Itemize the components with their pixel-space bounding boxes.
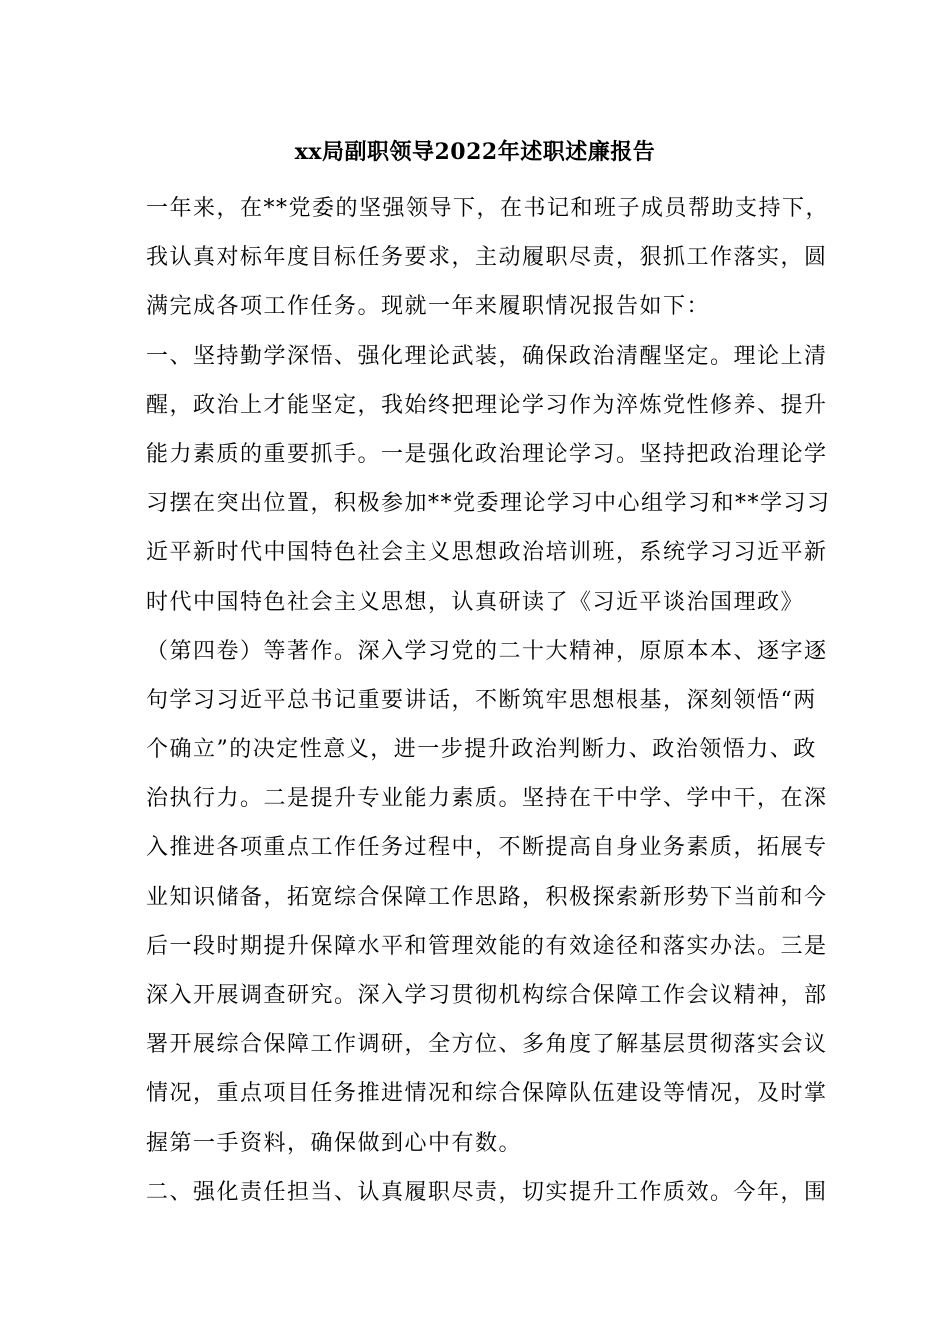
text-line: 满完成各项工作任务。现就一年来履职情况报告如下： — [146, 294, 711, 320]
text-line: 习摆在突出位置，积极参加**党委理论学习中心组学习和**学习习 — [146, 491, 831, 517]
text-line: 醒，政治上才能坚定，我始终把理论学习作为淬炼党性修养、提升 — [146, 392, 828, 418]
text-line: 署开展综合保障工作调研，全方位、多角度了解基层贯彻落实会议 — [146, 1032, 828, 1058]
text-line: 握第一手资料，确保做到心中有数。 — [146, 1130, 523, 1156]
text-line: 治执行力。二是提升专业能力素质。坚持在干中学、学中干，在深 — [146, 786, 828, 812]
text-line: 入推进各项重点工作任务过程中，不断提高自身业务素质，拓展专 — [146, 835, 828, 861]
text-line: 深入开展调查研究。深入学习贯彻机构综合保障工作会议精神，部 — [146, 983, 828, 1008]
text-line: 情况，重点项目任务推进情况和综合保障队伍建设等情况，及时掌 — [146, 1081, 828, 1107]
document-title: xx局副职领导2022年述职述廉报告 — [294, 139, 656, 165]
document-body — [146, 184, 831, 1217]
text-line: 时代中国特色社会主义思想，认真研读了《习近平谈治国理政》 — [146, 589, 805, 615]
text-line: 一、坚持勤学深悟、强化理论武装，确保政治清醒坚定。理论上清 — [146, 343, 828, 369]
text-line: 能力素质的重要抓手。一是强化政治理论学习。坚持把政治理论学 — [146, 441, 828, 467]
text-line: 我认真对标年度目标任务要求，主动履职尽责，狠抓工作落实，圆 — [146, 245, 828, 271]
text-line: 业知识储备，拓宽综合保障工作思路，积极探索新形势下当前和今 — [146, 884, 828, 910]
text-line: 后一段时期提升保障水平和管理效能的有效途径和落实办法。三是 — [146, 933, 828, 959]
text-line: 二、强化责任担当、认真履职尽责，切实提升工作质效。今年，围 — [146, 1179, 828, 1205]
text-line: 句学习习近平总书记重要讲话，不断筑牢思想根基，深刻领悟“两 — [146, 687, 817, 713]
text-line: 个确立”的决定性意义，进一步提升政治判断力、政治领悟力、政 — [146, 737, 817, 763]
text-line: 一年来，在**党委的坚强领导下，在书记和班子成员帮助支持下， — [146, 196, 830, 221]
text-line: 近平新时代中国特色社会主义思想政治培训班，系统学习习近平新 — [146, 540, 828, 566]
text-line: （第四卷）等著作。深入学习党的二十大精神，原原本本、逐字逐 — [146, 638, 828, 664]
